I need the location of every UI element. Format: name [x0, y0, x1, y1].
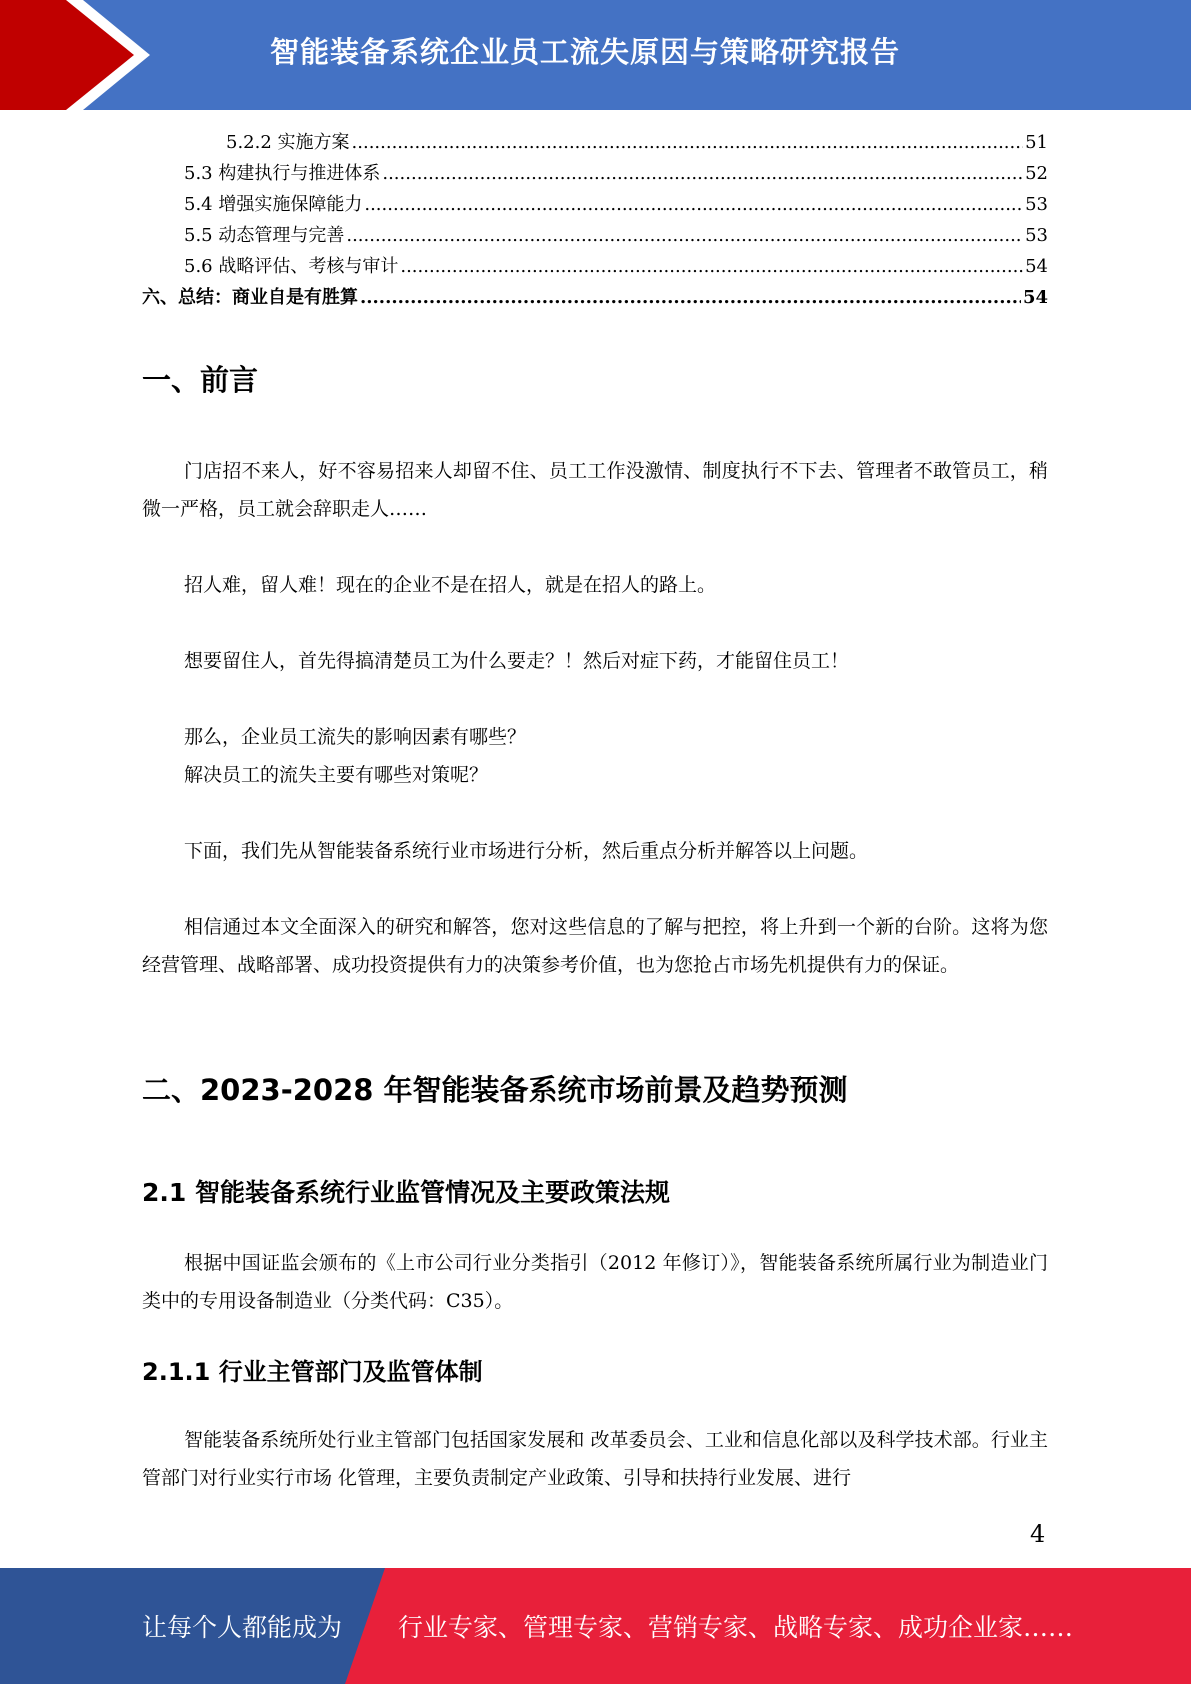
- toc-entry-page: 53: [1025, 225, 1048, 246]
- header-chevron-arrow: [0, 0, 140, 110]
- toc-leader-dots: [346, 225, 1023, 246]
- paragraph: 解决员工的流失主要有哪些对策呢？: [184, 764, 489, 786]
- section-heading: 二、2023-2028 年智能装备系统市场前景及趋势预测: [142, 1073, 848, 1107]
- toc-entry[interactable]: [184, 159, 1048, 189]
- toc-entry-label: 5.2.2 实施方案: [226, 132, 350, 153]
- paragraph: 相信通过本文全面深入的研究和解答，您对这些信息的了解与把控，将上升到一个新的台阶。这将为您经营管理、战略部署、成功投资提供有力的决策参考价值，也为您抢占市场先机提供有力的保证。: [142, 916, 1048, 976]
- toc-leader-dots: [400, 256, 1023, 277]
- page-number: 4: [1030, 1520, 1046, 1548]
- toc-leader-dots: [364, 194, 1023, 215]
- toc-entry-page: 54: [1022, 287, 1048, 308]
- toc-entry[interactable]: [184, 190, 1048, 220]
- paragraph: 想要留住人，首先得搞清楚员工为什么要走？！然后对症下药，才能留住员工！: [184, 650, 850, 672]
- toc-entry-label: 六、总结：商业自是有胜算: [142, 287, 358, 308]
- toc-entry-label: 5.3 构建执行与推进体系: [184, 163, 381, 184]
- toc-leader-dots: [382, 163, 1023, 184]
- footer-slogan-right: 行业专家、管理专家、营销专家、战略专家、成功企业家……: [398, 1613, 1074, 1642]
- footer-slogan-left: 让每个人都能成为: [142, 1613, 343, 1642]
- toc-entry-label: 5.4 增强实施保障能力: [184, 194, 363, 215]
- toc-entry[interactable]: [184, 252, 1048, 282]
- paragraph: 招人难，留人难！现在的企业不是在招人，就是在招人的路上。: [184, 574, 717, 596]
- paragraph: 智能装备系统所处行业主管部门包括国家发展和 改革委员会、工业和信息化部以及科学技术部。行业主管部门对行业实行市场 化管理，主要负责制定产业政策、引导和扶持行业发展、进行: [142, 1429, 1048, 1489]
- subsection-heading: 2.1 智能装备系统行业监管情况及主要政策法规: [142, 1178, 670, 1207]
- section-heading: 一、前言: [142, 363, 259, 397]
- subsection-heading: 2.1.1 行业主管部门及监管体制: [142, 1358, 483, 1386]
- paragraph: 下面，我们先从智能装备系统行业市场进行分析，然后重点分析并解答以上问题。: [184, 840, 869, 862]
- page-footer: [0, 1568, 1191, 1684]
- toc-entry-page: 52: [1025, 163, 1048, 184]
- toc-entry-label: 5.5 动态管理与完善: [184, 225, 345, 246]
- toc-entry[interactable]: [226, 128, 1048, 158]
- toc-entry[interactable]: [142, 283, 1048, 313]
- toc-entry-page: 54: [1025, 256, 1048, 277]
- toc-entry-page: 51: [1025, 132, 1048, 153]
- report-title: 智能装备系统企业员工流失原因与策略研究报告: [270, 35, 901, 69]
- toc-entry-page: 53: [1025, 194, 1048, 215]
- toc-leader-dots: [352, 132, 1024, 153]
- paragraph: 那么，企业员工流失的影响因素有哪些？: [184, 726, 527, 748]
- paragraph: 门店招不来人，好不容易招来人却留不住、员工工作没激情、制度执行不下去、管理者不敢管员工，稍微一严格，员工就会辞职走人……: [142, 460, 1048, 520]
- toc-leader-dots: [360, 287, 1021, 308]
- toc-entry-label: 5.6 战略评估、考核与审计: [184, 256, 399, 277]
- page-header: [0, 0, 1191, 110]
- toc-entry[interactable]: [184, 221, 1048, 251]
- paragraph: 根据中国证监会颁布的《上市公司行业分类指引（2012 年修订）》，智能装备系统所属行业为制造业门类中的专用设备制造业（分类代码：C35）。: [142, 1252, 1048, 1312]
